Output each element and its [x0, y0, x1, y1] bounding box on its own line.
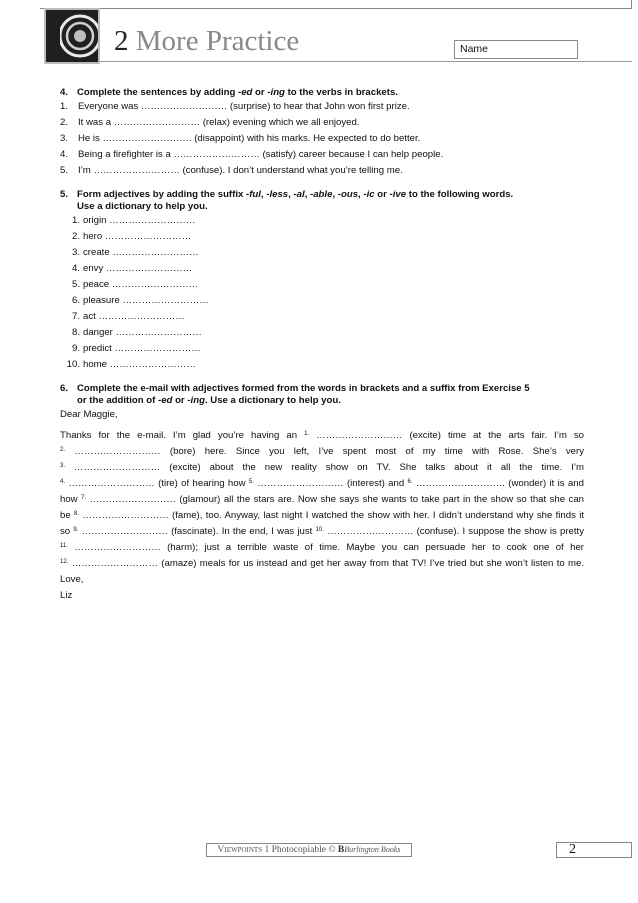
footer-photocopiable: Photocopiable [271, 845, 326, 855]
item-number: 5. [71, 279, 80, 290]
email-closing: Love, [60, 574, 84, 585]
email-line [60, 508, 584, 524]
item-text: hero ……………………… [83, 231, 192, 242]
email-line [60, 428, 584, 444]
item-text: envy ……………………… [83, 263, 193, 274]
suffix-text: -ed [238, 87, 253, 98]
gap-number: 2. [60, 447, 66, 453]
suffix-text: -ic [363, 189, 375, 200]
exercise-4-list [60, 99, 584, 179]
publisher-logo-icon: B [337, 845, 345, 855]
item-number: 9. [71, 343, 80, 354]
gap-number: 9. [73, 527, 79, 533]
exercise-5 [60, 189, 584, 373]
exercise-4-heading: 4. Complete the sentences by adding -ed or -ing to the verbs in brackets. [60, 87, 398, 98]
text-segment: or the addition of [77, 395, 159, 406]
item-text: origin ……………………… [83, 215, 196, 226]
item-text: I’m ……………………… (confuse). I don’t understand what you’re telling me. [78, 165, 403, 176]
item-text: Being a firefighter is a ……………………… (satisfy) career because I can help people. [78, 149, 444, 160]
page-number: 2 [569, 842, 576, 857]
text-segment: Form adjectives by adding the suffix [77, 189, 246, 200]
email-line [60, 524, 584, 540]
item-number: 1. [60, 101, 69, 112]
footer-series-num: 1 [264, 845, 270, 855]
list-item [60, 147, 584, 163]
item-text: He is ………………………. (disappoint) with his marks. He expected to do better. [78, 133, 421, 144]
email-line [60, 460, 584, 476]
text-segment: ……………………… (amaze) meals for us instead and get her away from that TV! I’ve tried but she won’t listen to me. [68, 558, 584, 569]
email-salutation: Dear Maggie, [60, 409, 118, 420]
item-number: 3. [71, 247, 80, 258]
page-title [114, 24, 299, 58]
text-segment: ……………………… (bore) here. Since you left, I’ve spent most of my time with Rose. She’s very [65, 446, 584, 457]
exercise-5-subheading: Use a dictionary to help you. [77, 201, 208, 212]
gap-number: 5. [248, 479, 254, 485]
gap-number: 8. [74, 511, 80, 517]
list-item [60, 277, 584, 293]
gap-number: 11. [60, 543, 68, 549]
item-number: 6. [71, 295, 80, 306]
text-segment: ……………………… (interest) and [253, 478, 408, 489]
text-segment: be [60, 510, 74, 521]
list-item [60, 357, 584, 373]
list-item [60, 341, 584, 357]
email-signature: Liz [60, 590, 73, 601]
text-segment: . Use a dictionary to help you. [204, 395, 341, 406]
text-segment: to the following words. [406, 189, 514, 200]
item-number: 4. [60, 149, 69, 160]
exercise-6-subheading [60, 395, 584, 407]
item-text: create ……………………… [83, 247, 199, 258]
list-item [60, 115, 584, 131]
suffix-text: -ive [389, 189, 407, 200]
item-number: 1. [71, 215, 80, 226]
list-item [60, 229, 584, 245]
footer-copyright [206, 843, 412, 857]
suffix-text: -able [310, 189, 333, 200]
email-line [60, 444, 584, 460]
header-frame [40, 0, 632, 9]
item-text: It was a ……………………… (relax) evening which we all enjoyed. [78, 117, 360, 128]
exercise-5-heading: 5. Form adjectives by adding the suffix -ful, -less, -al, -able, -ous, -ic or -ive to the following words. [60, 189, 514, 200]
gap-number: 10. [315, 527, 324, 533]
text-segment: ……………………… (excite) about the new reality show on TV. She talks about it all the time. I’m [65, 462, 584, 473]
text-segment: or [252, 87, 268, 98]
gap-number: 4. [60, 479, 66, 485]
gap-number: 3. [60, 463, 66, 469]
item-text: danger ……………………… [83, 327, 202, 338]
suffix-text: -less [266, 189, 289, 200]
list-item [60, 261, 584, 277]
gap-number: 12. [60, 559, 69, 565]
item-number: 5. [60, 165, 69, 176]
list-item [60, 163, 584, 179]
email-line [60, 540, 584, 556]
list-item [60, 99, 584, 115]
gap-number: 1. [304, 431, 310, 437]
suffix-text: -ing [187, 395, 205, 406]
page-number-box [556, 842, 632, 858]
gap-number: 7. [81, 495, 87, 501]
item-text: predict ……………………… [83, 343, 201, 354]
suffix-text: -ed [158, 395, 173, 406]
footer-series: Viewpoints [217, 845, 263, 855]
text-segment: ………………………. (wonder) it is and [412, 478, 584, 489]
item-text: Everyone was ……………………… (surprise) to hear that John won first prize. [78, 101, 410, 112]
text-segment: ……………………… (tire) of hearing how [65, 478, 249, 489]
text-segment: ……………………… (glamour) all the stars are. Now she says she wants to take part in the show so that she can [86, 494, 585, 505]
suffix-text: -ing [267, 87, 285, 98]
text-segment: , [304, 189, 311, 200]
list-item [60, 213, 584, 229]
text-segment: , [332, 189, 338, 200]
list-item [60, 245, 584, 261]
footer-publisher: Burlington Books [344, 845, 401, 854]
item-number: 4. [71, 263, 80, 274]
item-number: 8. [71, 327, 80, 338]
list-item [60, 293, 584, 309]
list-item [60, 309, 584, 325]
name-label: Name [460, 43, 489, 55]
email-line [60, 556, 584, 572]
text-segment: ……………………… (excite) time at the arts fair. I’m so [309, 430, 584, 441]
item-number: 2. [71, 231, 80, 242]
list-item [60, 325, 584, 341]
email-line [60, 476, 584, 492]
list-item [60, 131, 584, 147]
item-text: pleasure ……………………… [83, 295, 209, 306]
unit-number: 2 [114, 25, 129, 57]
text-segment: so [60, 526, 74, 537]
item-number: 10. [66, 359, 80, 370]
exercise-4 [60, 87, 584, 179]
text-segment: how [60, 494, 82, 505]
email-line [60, 492, 584, 508]
text-segment: or [172, 395, 188, 406]
header-rule [100, 61, 632, 62]
suffix-text: -al [293, 189, 305, 200]
text-segment: ……………………… (fascinate). In the end, I was just [78, 526, 316, 537]
email-lines [60, 428, 584, 572]
text-segment: , [260, 189, 267, 200]
title-text: More Practice [135, 25, 300, 57]
text-segment: Thanks for the e-mail. I’m glad you’re having an [60, 430, 305, 441]
item-number: 2. [60, 117, 69, 128]
email-body [60, 407, 584, 604]
item-number: 3. [60, 133, 69, 144]
worksheet-content [60, 87, 584, 604]
exercise-5-list [60, 213, 584, 373]
exercise-6 [60, 383, 584, 604]
suffix-text: -ous [337, 189, 359, 200]
text-segment: ……………………… (confuse). I suppose the show is pretty [323, 526, 584, 537]
text-segment: ……………………… (harm); just a terrible waste of time. Maybe you can persuade her to cook one of her [67, 542, 584, 553]
text-segment: ……………………… (fame), too. Anyway, last night I watched the show with her. I didn’t understand why she finds it [79, 510, 584, 521]
exercise-6-heading: 6. Complete the e-mail with adjectives formed from the words in brackets and a suffix from Exercise 5 [60, 383, 530, 394]
name-field[interactable] [454, 40, 578, 59]
text-segment: to the verbs in brackets. [284, 87, 398, 98]
item-text: act ……………………… [83, 311, 185, 322]
text-segment: , [288, 189, 294, 200]
item-text: peace ……………………… [83, 279, 199, 290]
item-number: 7. [71, 311, 80, 322]
text-segment: , [358, 189, 364, 200]
item-text: home ……………………… [83, 359, 197, 370]
unit-logo-icon [44, 8, 100, 64]
footer-copyright-symbol: © [328, 845, 336, 855]
suffix-text: -ful [246, 189, 261, 200]
text-segment: or [374, 189, 390, 200]
text-segment: Complete the sentences by adding [77, 87, 238, 98]
gap-number: 6. [407, 479, 413, 485]
